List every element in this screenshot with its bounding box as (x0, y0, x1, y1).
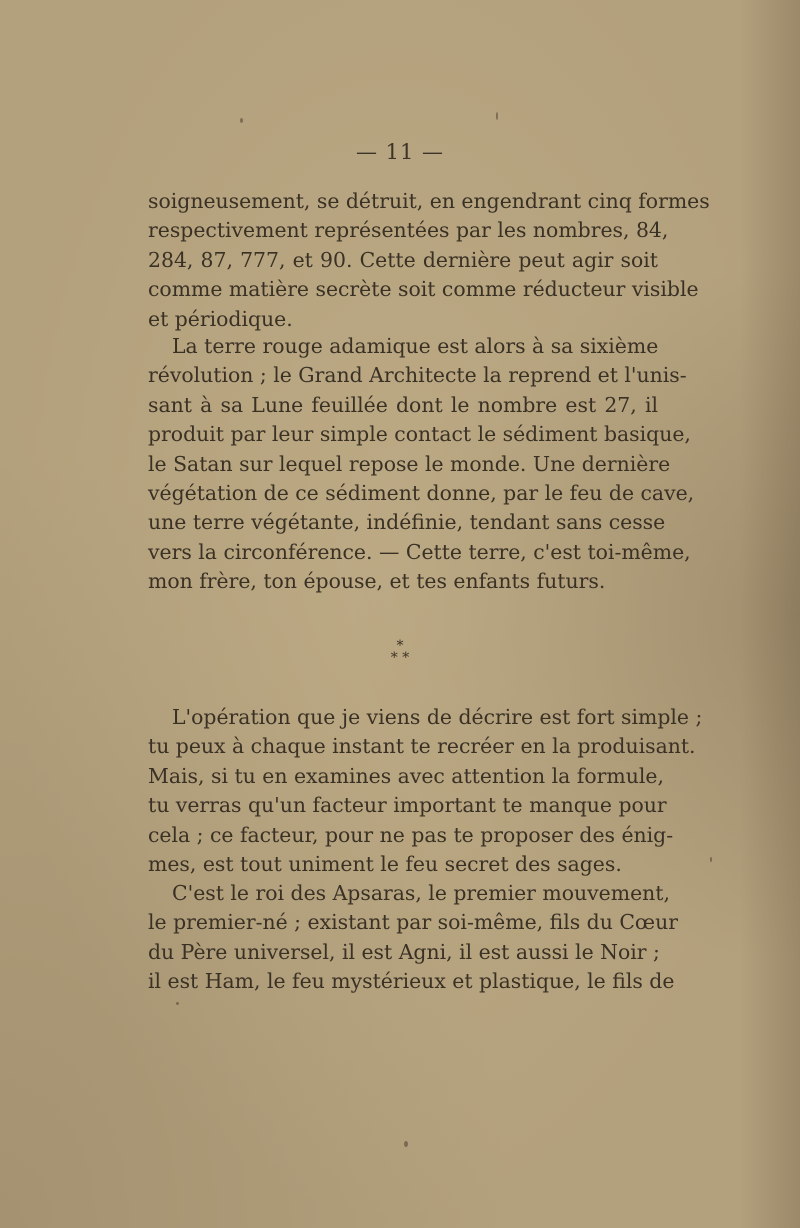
text-line: une terre végétante, indéfinie, tendant sans cesse (148, 510, 666, 535)
text-line: révolution ; le Grand Architecte la reprend et l'unis- (148, 363, 687, 388)
text-line: il est Ham, le feu mystérieux et plastique, le fils de (148, 969, 675, 994)
text-line: soigneusement, se détruit, en engendrant cinq formes (148, 189, 710, 213)
text-line: cela ; ce facteur, pour ne pas te proposer des énig- (148, 822, 674, 847)
text-line: mes, est tout uniment le feu secret des sages. (148, 851, 622, 876)
text-line: du Père universel, il est Agni, il est aussi le Noir ; (148, 939, 660, 964)
text-line: C'est le roi des Apsaras, le premier mouvement, (172, 881, 670, 905)
paper-speck (710, 857, 712, 862)
text-line: 284, 87, 777, et 90. Cette dernière peut agir soit (148, 247, 658, 272)
text-line: respectivement représentées par les nombres, 84, (148, 218, 669, 243)
text-line: La terre rouge adamique est alors à sa sixième (172, 334, 659, 358)
text-line: vers la circonférence. — Cette terre, c'est toi-même, (148, 539, 691, 564)
section-separator (0, 640, 800, 664)
text-line: le Satan sur lequel repose le monde. Une dernière (148, 451, 671, 476)
asterism-top: * (396, 638, 404, 654)
paragraph-2 (148, 332, 695, 597)
paper-speck (240, 118, 243, 123)
text-line: végétation de ce sédiment donne, par le feu de cave, (148, 480, 695, 505)
text-line: tu peux à chaque instant te recréer en la produisant. (148, 734, 696, 759)
text-line: produit par leur simple contact le sédiment basique, (148, 422, 691, 447)
paper-speck (404, 1141, 408, 1147)
paper-speck (176, 1002, 179, 1005)
paragraph-3 (148, 703, 703, 879)
text-line: sant à sa Lune feuillée dont le nombre est 27, il (148, 392, 658, 417)
paragraph-4 (148, 879, 678, 997)
page-number: — 11 — (355, 140, 445, 164)
page-edge-shadow (740, 0, 800, 1228)
text-line: le premier-né ; existant par soi-même, fils du Cœur (148, 910, 678, 935)
paper-speck (496, 112, 498, 120)
text-line: mon frère, ton épouse, et tes enfants futurs. (148, 569, 606, 594)
text-line: L'opération que je viens de décrire est fort simple ; (172, 705, 703, 729)
text-line: et périodique. (148, 306, 293, 331)
text-line: Mais, si tu en examines avec attention la formule, (148, 763, 664, 788)
text-line: comme matière secrète soit comme réducteur visible (148, 277, 699, 302)
asterism-bottom: * * (390, 650, 410, 666)
paragraph-1 (148, 187, 710, 334)
text-line: tu verras qu'un facteur important te manque pour (148, 793, 667, 818)
